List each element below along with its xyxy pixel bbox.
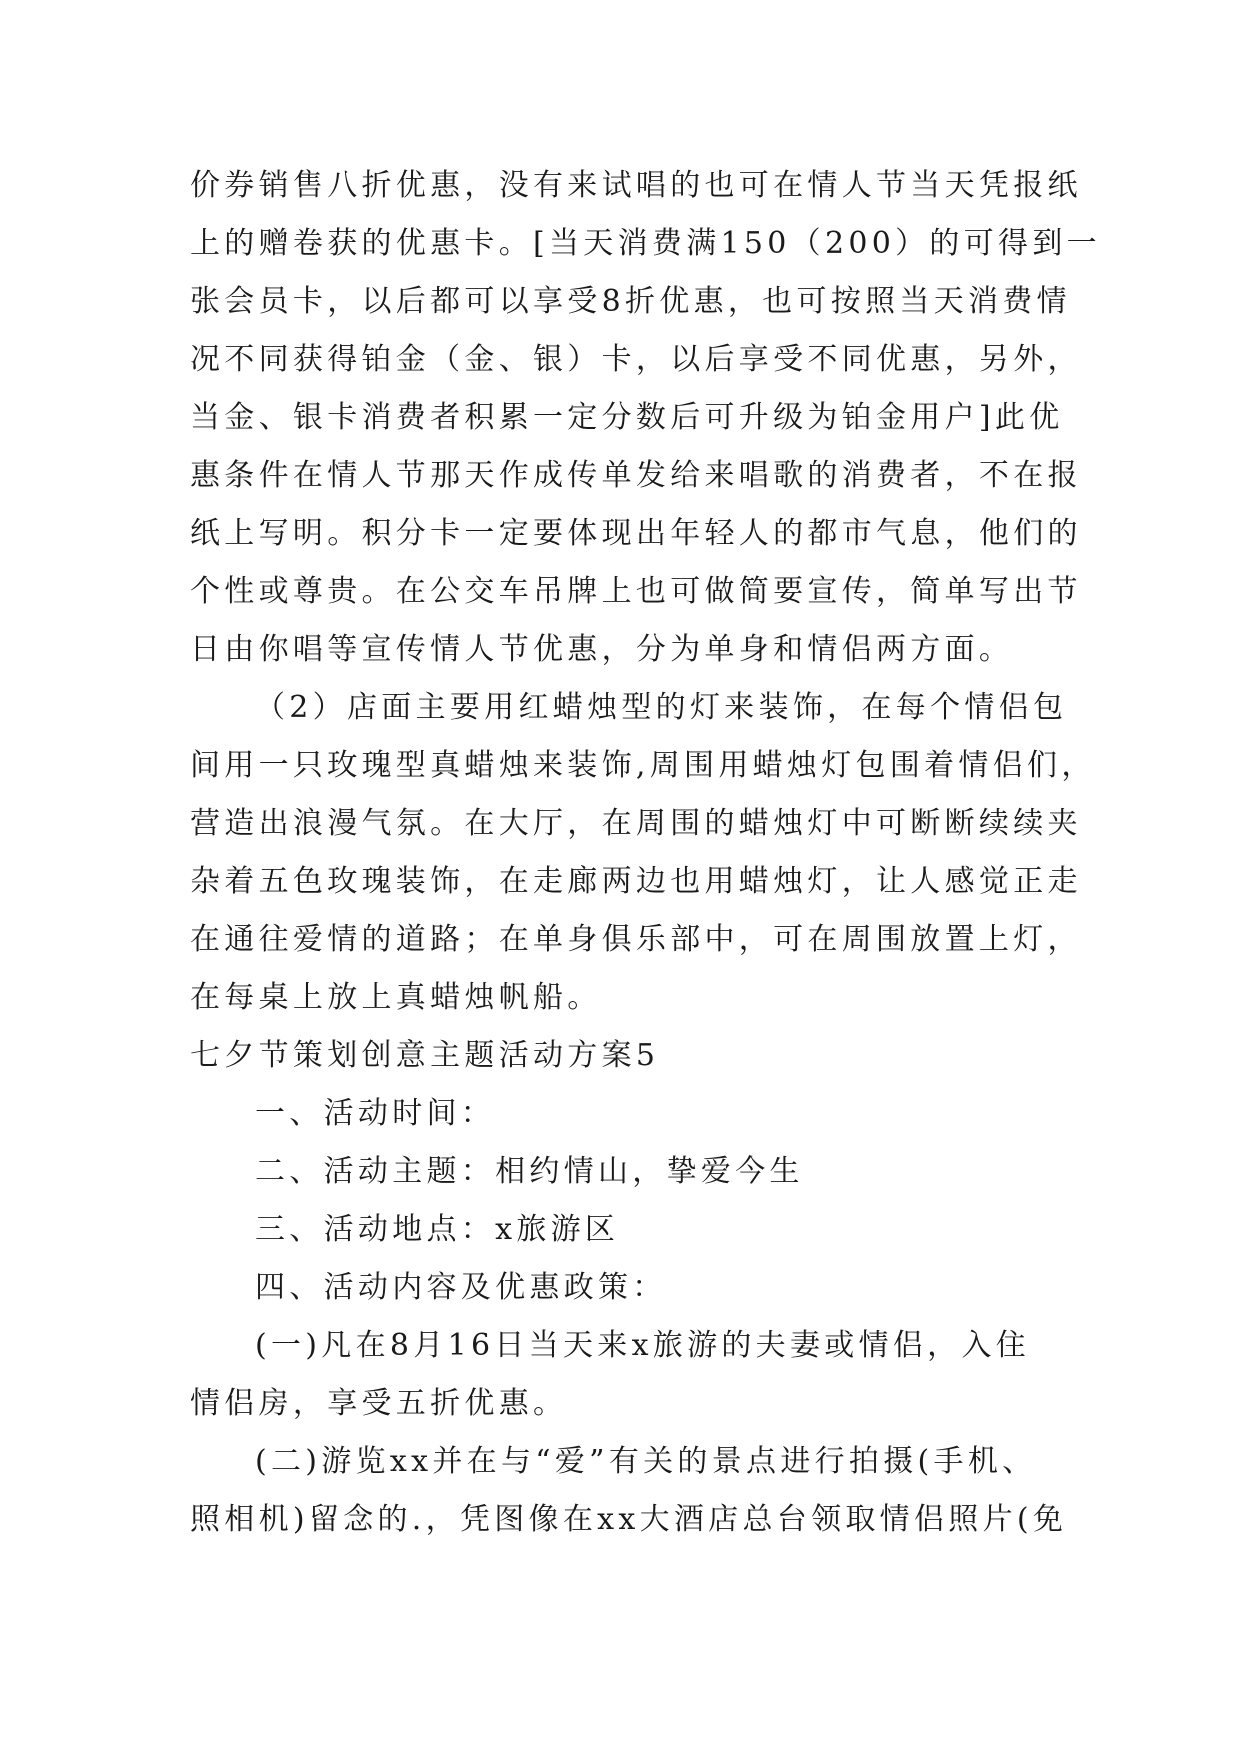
text-line: 情侣房，享受五折优惠。 (190, 1386, 568, 1421)
text-line: 惠条件在情人节那天作成传单发给来唱歌的消费者，不在报 (190, 458, 1082, 493)
text-line: 日由你唱等宣传情人节优惠，分为单身和情侣两方面。 (190, 632, 1014, 667)
text-line: 个性或尊贵。在公交车吊牌上也可做简要宣传，简单写出节 (190, 574, 1082, 609)
list-item: 三、活动地点：x旅游区 (255, 1212, 620, 1247)
list-item: 四、活动内容及优惠政策： (255, 1270, 667, 1305)
text-line: 张会员卡，以后都可以享受8折优惠，也可按照当天消费情 (190, 284, 1071, 319)
document-body (190, 157, 1101, 1549)
text-line: 照相机)留念的.，凭图像在xx大酒店总台领取情侣照片(免 (190, 1502, 1068, 1537)
text-line: 上的赠卷获的优惠卡。[当天消费满150（200）的可得到一 (190, 226, 1101, 261)
text-line: 纸上写明。积分卡一定要体现出年轻人的都市气息，他们的 (190, 516, 1082, 551)
list-item: 二、活动主题：相约情山，挚爱今生 (255, 1154, 804, 1189)
paragraph-start-line: (二)游览xx并在与“爱”有关的景点进行拍摄(手机、 (255, 1444, 1037, 1479)
text-line: 在每桌上放上真蜡烛帆船。 (190, 980, 602, 1015)
paragraph-start-line: (一)凡在8月16日当天来x旅游的夫妻或情侣，入住 (255, 1328, 1031, 1363)
section-heading: 七夕节策划创意主题活动方案5 (190, 1038, 660, 1073)
text-line: 价券销售八折优惠，没有来试唱的也可在情人节当天凭报纸 (190, 168, 1082, 203)
text-line: 况不同获得铂金（金、银）卡，以后享受不同优惠，另外， (190, 342, 1082, 377)
text-line: 当金、银卡消费者积累一定分数后可升级为铂金用户]此优 (190, 400, 1064, 435)
text-line: 在通往爱情的道路；在单身俱乐部中，可在周围放置上灯， (190, 922, 1082, 957)
paragraph-start-line: （2）店面主要用红蜡烛型的灯来装饰，在每个情侣包 (255, 690, 1068, 725)
text-line: 间用一只玫瑰型真蜡烛来装饰,周围用蜡烛灯包围着情侣们， (190, 748, 1096, 783)
text-line: 营造出浪漫气氛。在大厅，在周围的蜡烛灯中可断断续续夹 (190, 806, 1082, 841)
list-item: 一、活动时间： (255, 1096, 496, 1131)
text-line: 杂着五色玫瑰装饰，在走廊两边也用蜡烛灯，让人感觉正走 (190, 864, 1082, 899)
